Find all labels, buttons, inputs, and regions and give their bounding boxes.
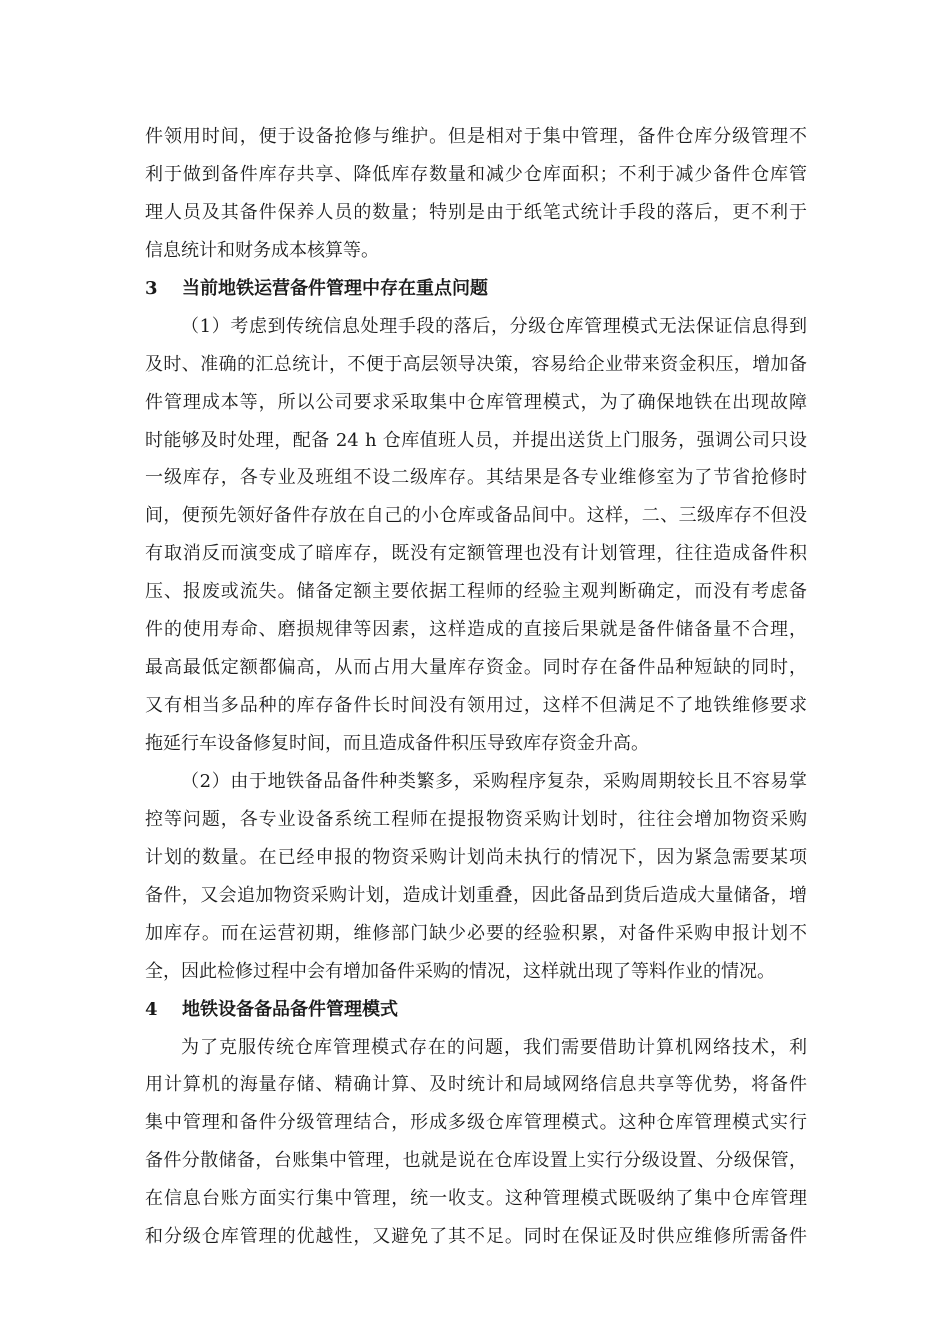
paragraph-line: 理人员及其备件保养人员的数量；特别是由于纸笔式统计手段的落后，更不利于	[145, 201, 807, 223]
paragraph-line: 件管理成本等，所以公司要求采取集中仓库管理模式，为了确保地铁在出现故障	[145, 391, 807, 413]
paragraph-line: 加库存。而在运营初期，维修部门缺少必要的经验积累，对备件采购申报计划不	[145, 922, 807, 944]
paragraph-line: 拖延行车设备修复时间，而且造成备件积压导致库存资金升高。	[145, 733, 649, 754]
paragraph-line: 控等问题，各专业设备系统工程师在提报物资采购计划时，往往会增加物资采购	[145, 808, 807, 830]
paragraph-line: 及时、准确的汇总统计，不便于高层领导决策，容易给企业带来资金积压，增加备	[145, 353, 807, 375]
paragraph-line: 用计算机的海量存储、精确计算、及时统计和局域网络信息共享等优势，将备件	[145, 1074, 807, 1096]
paragraph-line: （2）由于地铁备品备件种类繁多，采购程序复杂，采购周期较长且不容易掌	[181, 770, 807, 792]
paragraph-line: 信息统计和财务成本核算等。	[145, 239, 379, 261]
paragraph-line: 备件，又会追加物资采购计划，造成计划重叠，因此备品到货后造成大量储备，增	[145, 884, 807, 906]
paragraph-line: 为了克服传统仓库管理模式存在的问题，我们需要借助计算机网络技术，利	[181, 1036, 807, 1058]
paragraph-line: 和分级仓库管理的优越性，又避免了其不足。同时在保证及时供应维修所需备件	[145, 1226, 807, 1248]
paragraph-line: 件领用时间，便于设备抢修与维护。但是相对于集中管理，备件仓库分级管理不	[145, 126, 807, 147]
section-title: 地铁设备备品备件管理模式	[182, 998, 398, 1020]
paragraph-line: 又有相当多品种的库存备件长时间没有领用过，这样不但满足不了地铁维修要求	[145, 695, 807, 717]
paragraph-line: 利于做到备件库存共享、降低库存数量和减少仓库面积；不利于减少备件仓库管	[145, 163, 807, 185]
body-text	[145, 118, 807, 1256]
paragraph-line: 一级库存，各专业及班组不设二级库存。其结果是各专业维修室为了节省抢修时	[145, 467, 807, 489]
section-heading-4	[145, 991, 807, 1029]
paragraph-line: 集中管理和备件分级管理结合，形成多级仓库管理模式。这种仓库管理模式实行	[145, 1112, 807, 1134]
paragraph-line: 时能够及时处理，配备 24 h 仓库值班人员，并提出送货上门服务，强调公司只设	[145, 429, 807, 451]
paragraph-line: 有取消反而演变成了暗库存，既没有定额管理也没有计划管理，往往造成备件积	[145, 543, 807, 565]
section-title: 当前地铁运营备件管理中存在重点问题	[182, 277, 488, 299]
paragraph-line: 最高最低定额都偏高，从而占用大量库存资金。同时存在备件品种短缺的同时，	[145, 657, 807, 679]
paragraph-line: 在信息台账方面实行集中管理，统一收支。这种管理模式既吸纳了集中仓库管理	[145, 1188, 807, 1210]
paragraph-line: 间，便预先领好备件存放在自己的小仓库或备品间中。这样，二、三级库存不但没	[145, 505, 807, 527]
section-number: 3	[145, 277, 158, 299]
paragraph-line: （1）考虑到传统信息处理手段的落后，分级仓库管理模式无法保证信息得到	[181, 315, 807, 337]
paragraph-line: 全，因此检修过程中会有增加备件采购的情况，这样就出现了等料作业的情况。	[145, 960, 775, 982]
paragraph-line: 计划的数量。在已经申报的物资采购计划尚未执行的情况下，因为紧急需要某项	[145, 846, 807, 868]
section-heading-3	[145, 270, 807, 308]
paragraph-line: 压、报废或流失。储备定额主要依据工程师的经验主观判断确定，而没有考虑备	[145, 581, 807, 603]
section-number: 4	[145, 998, 158, 1020]
paragraph-line: 备件分散储备，台账集中管理，也就是说在仓库设置上实行分级设置、分级保管，	[145, 1150, 807, 1172]
paragraph-line: 件的使用寿命、磨损规律等因素，这样造成的直接后果就是备件储备量不合理，	[145, 619, 807, 641]
